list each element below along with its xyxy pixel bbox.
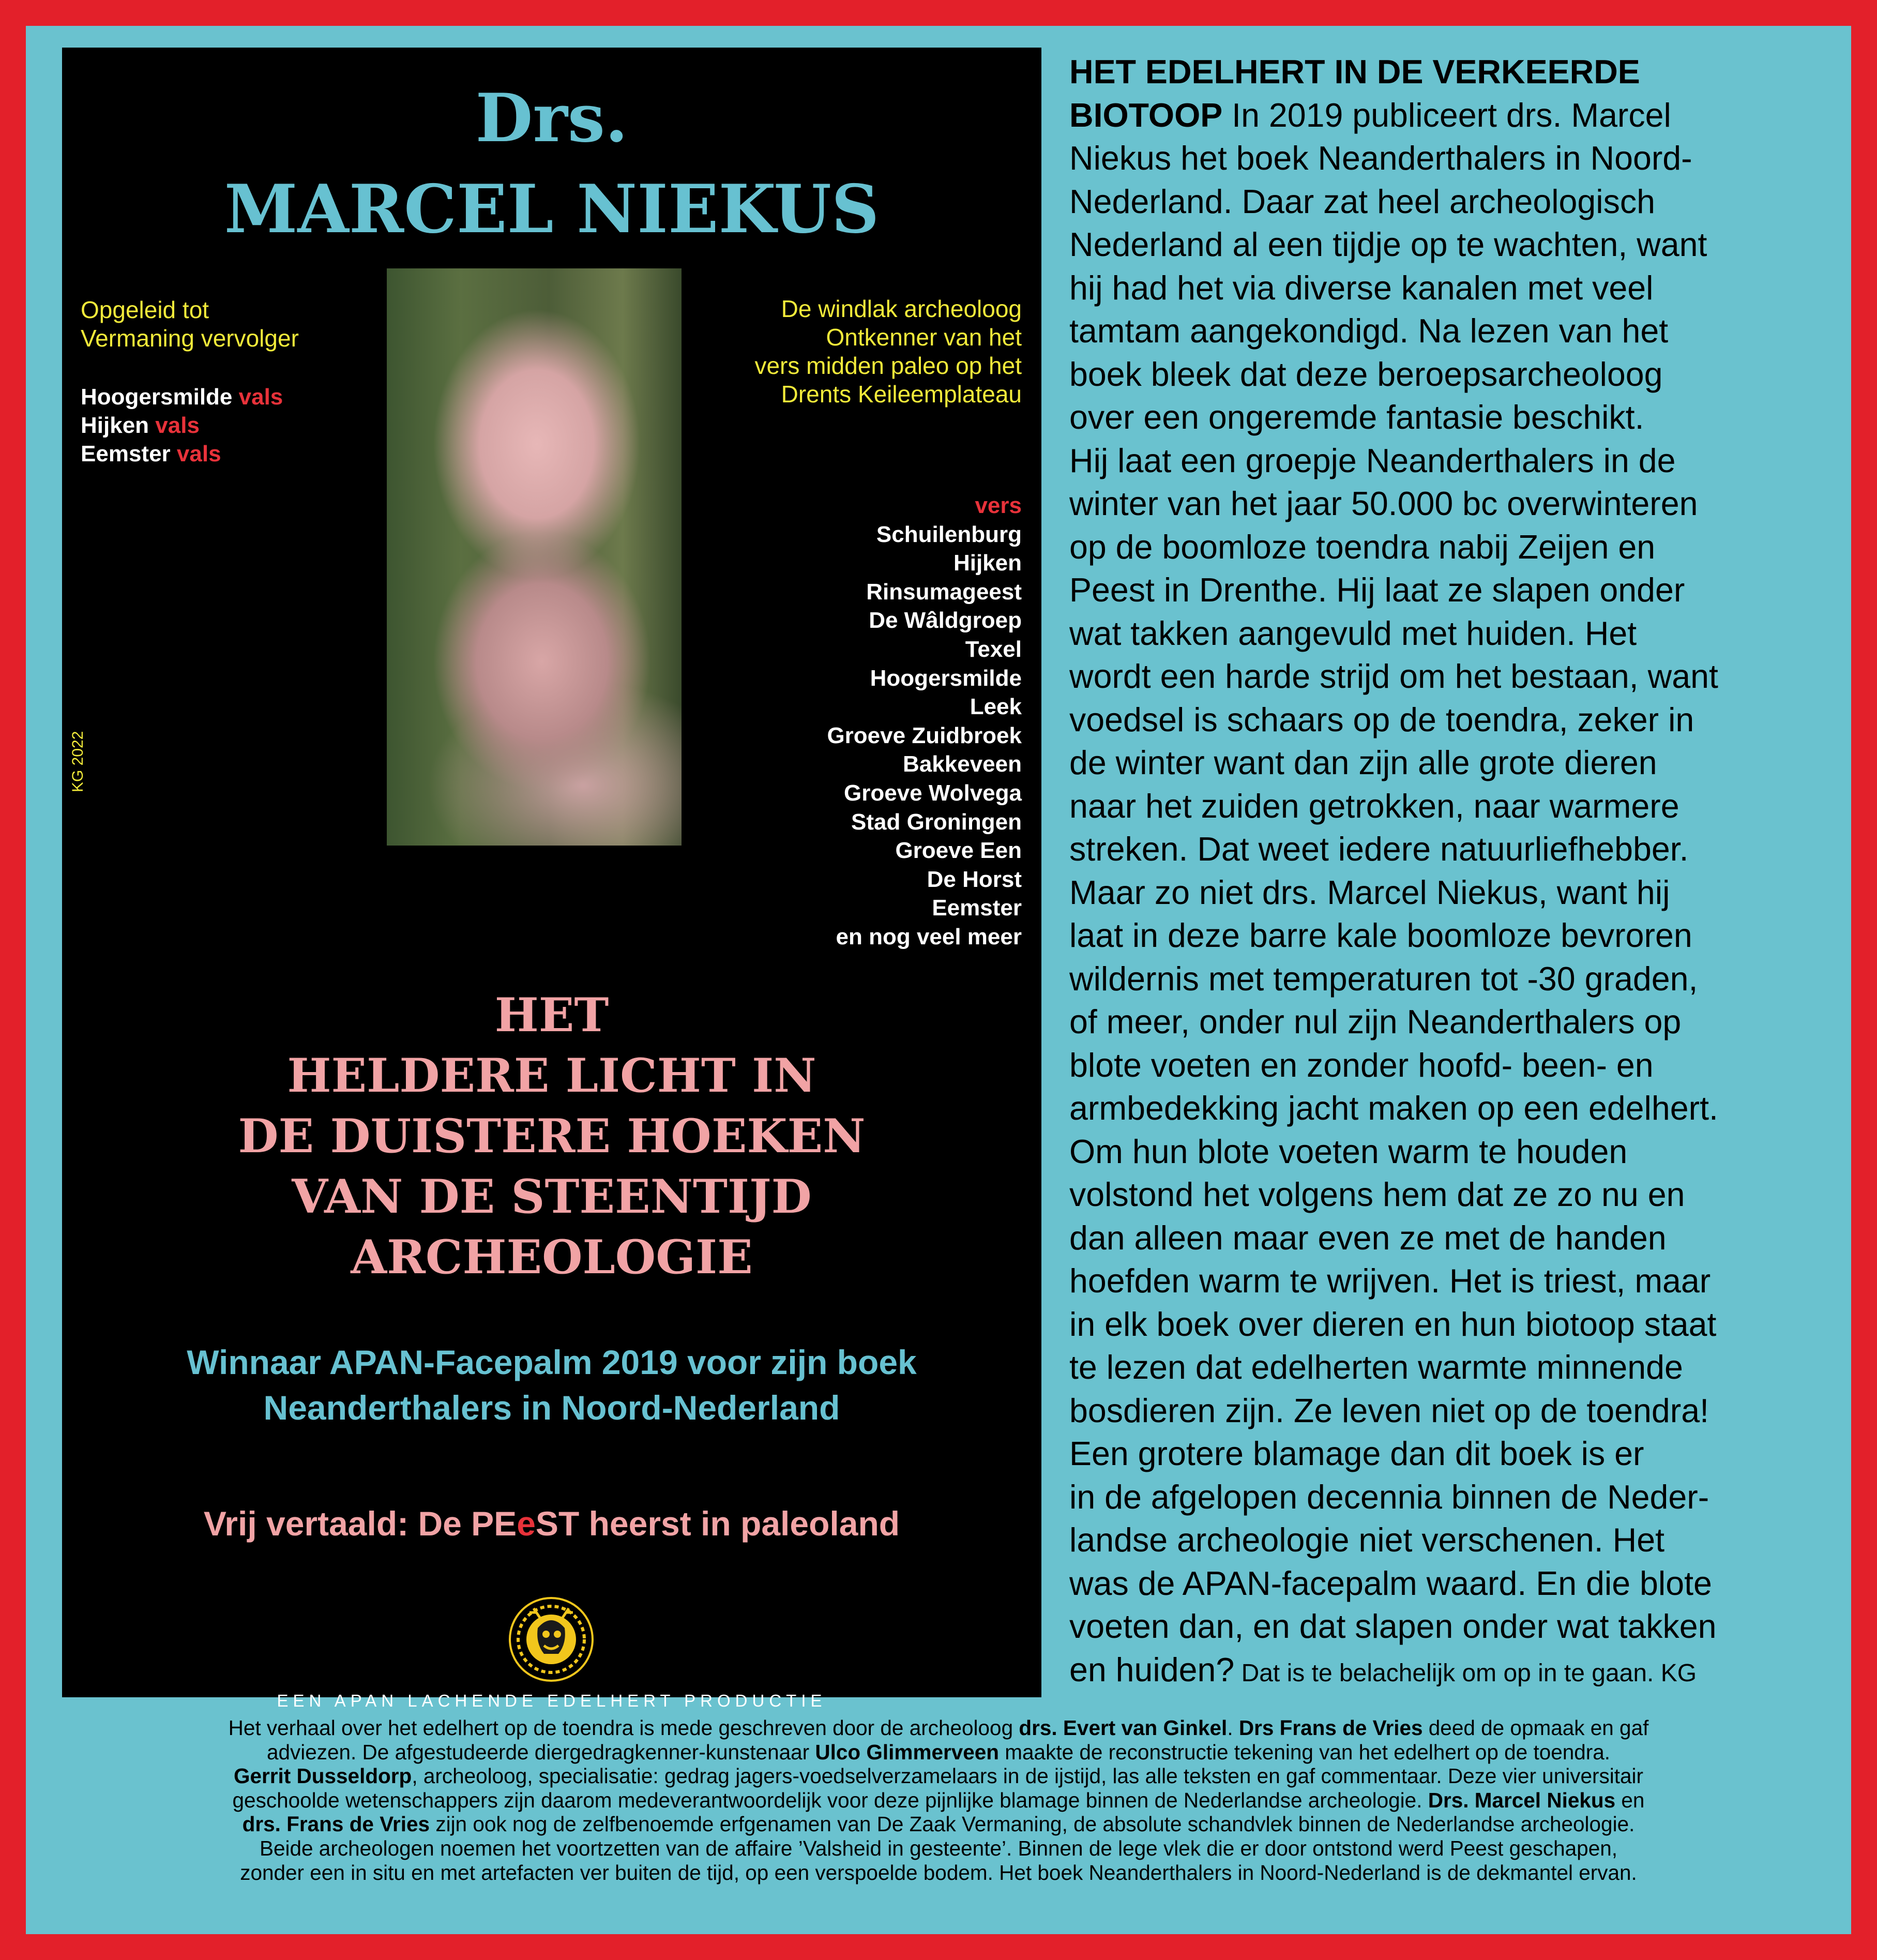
award-line: Neanderthalers in Noord-Nederland	[263, 1389, 840, 1427]
left-notes	[81, 296, 299, 468]
article-line: dan alleen maar even ze met de handen	[1069, 1219, 1667, 1257]
right-note-line: vers midden paleo op het	[754, 352, 1022, 379]
article-line-text: In 2019 publiceert drs. Marcel	[1222, 96, 1671, 134]
right-notes	[754, 295, 1022, 409]
article-line: Een grotere blamage dan dit boek is er	[1069, 1435, 1644, 1472]
article-line: streken. Dat weet iedere natuurliefhebber.	[1069, 831, 1689, 868]
footer-name: Gerrit Dusseldorp	[233, 1764, 412, 1788]
motto-highlight: e	[517, 1504, 536, 1543]
article-line: Hij laat een groepje Neanderthalers in de	[1069, 442, 1676, 479]
left-place-name: Hoogersmilde	[81, 384, 233, 410]
place-item: Hoogersmilde	[870, 665, 1022, 691]
footer-name: Ulco Glimmerveen	[815, 1740, 1000, 1764]
places-heading: vers	[975, 493, 1022, 518]
article-line: hoefden warm te wrijven. Het is triest, maar	[1069, 1262, 1711, 1300]
left-place-row	[81, 411, 299, 440]
article-line: op de boomloze toendra nabij Zeijen en	[1069, 528, 1656, 566]
place-item: Stad Groningen	[851, 809, 1022, 835]
left-place-row	[81, 383, 299, 411]
footer-text: , archeoloog, specialisatie: gedrag jagers-voedselverzamelaars in de ijstijd, las alle teksten en gaf commentaar. Deze vier universitair	[412, 1764, 1644, 1788]
poster-panel	[62, 48, 1041, 1710]
article-last-small: Dat is te belachelijk om op in te gaan. KG	[1234, 1659, 1697, 1687]
place-item: Groeve Zuidbroek	[827, 722, 1022, 748]
left-place-tag: vals	[176, 441, 221, 466]
headline-line: HELDERE LICHT IN	[287, 1048, 816, 1103]
footer-line: zonder een in situ en met artefacten ver buiten de tijd, op een verspoelde bodem. Het boek Neanderthalers in Noord-Nederland is de dekmantel ervan.	[240, 1860, 1637, 1884]
place-item: Groeve Een	[895, 838, 1022, 864]
footer-line	[26, 1740, 1851, 1765]
footer-text: deed de opmaak en gaf	[1422, 1716, 1649, 1740]
article-line: of meer, onder nul zijn Neanderthalers op	[1069, 1003, 1682, 1041]
apan-logo-icon	[509, 1597, 594, 1682]
footer-text: adviezen. De afgestudeerde diergedragkenner-kunstenaar	[266, 1740, 815, 1764]
place-item: Leek	[970, 694, 1022, 720]
footer-text: Het verhaal over het edelhert op de toendra is mede geschreven door de archeoloog	[228, 1716, 1019, 1740]
article-line: naar het zuiden getrokken, naar warmere	[1069, 787, 1679, 825]
article-line: Nederland al een tijdje op te wachten, want	[1069, 226, 1707, 263]
article-line: Niekus het boek Neanderthalers in Noord-	[1069, 140, 1692, 177]
page-frame	[26, 26, 1851, 1934]
article-line: bosdieren zijn. Ze leven niet op de toendra!	[1069, 1392, 1709, 1429]
headline-line: DE DUISTERE HOEKEN	[238, 1109, 866, 1164]
footer-line	[26, 1812, 1851, 1836]
article-line: voedsel is schaars op de toendra, zeker in	[1069, 701, 1694, 738]
award-line: Winnaar APAN-Facepalm 2019 voor zijn boek	[187, 1343, 917, 1381]
headline-line: HET	[494, 988, 609, 1043]
article-line: armbedekking jacht maken op een edelhert.	[1069, 1090, 1718, 1127]
left-place-row	[81, 440, 299, 468]
article-line	[1069, 94, 1844, 138]
place-item: Schuilenburg	[876, 521, 1022, 547]
portrait-photo	[387, 268, 682, 846]
place-item: Rinsumageest	[866, 579, 1022, 605]
poster-title-honorific: Drs.	[475, 80, 628, 157]
footer-text: geschoolde wetenschappers zijn daarom medeverantwoordelijk voor deze pijnlijke blamage binnen de Nederlandse archeologie.	[232, 1788, 1428, 1812]
footer-name: Drs Frans de Vries	[1238, 1716, 1423, 1740]
article-line: boek bleek dat deze beroepsarcheoloog	[1069, 355, 1663, 393]
right-note-line: Drents Keileemplateau	[781, 381, 1022, 408]
article-line: voeten dan, en dat slapen onder wat takken	[1069, 1608, 1717, 1645]
place-item: en nog veel meer	[836, 924, 1022, 949]
footer-line	[26, 1788, 1851, 1813]
poster-title-name: MARCEL NIEKUS	[224, 171, 880, 248]
footer-credits	[26, 1716, 1851, 1884]
place-item: Bakkeveen	[903, 751, 1022, 777]
article-line: wordt een harde strijd om het bestaan, want	[1069, 658, 1718, 695]
article-last-main: en huiden?	[1069, 1651, 1235, 1688]
footer-name: drs. Evert van Ginkel	[1019, 1716, 1228, 1740]
headline-line: ARCHEOLOGIE	[351, 1230, 753, 1285]
article-body	[1069, 51, 1844, 1695]
place-item: Groeve Wolvega	[844, 780, 1022, 806]
place-item: Hijken	[953, 550, 1022, 576]
motto-text	[62, 1504, 1041, 1543]
article-line: in de afgelopen decennia binnen de Neder-	[1069, 1478, 1709, 1516]
footer-text: maakte de reconstructie tekening van het edelhert op de toendra.	[999, 1740, 1611, 1764]
motto-prefix: Vrij vertaald: De PE	[203, 1504, 517, 1543]
article-lines	[1069, 137, 1844, 1649]
award-text	[62, 1339, 1041, 1430]
footer-text: en	[1615, 1788, 1645, 1812]
article-line: te lezen dat edelherten warmte minnende	[1069, 1349, 1683, 1386]
article-line: Peest in Drenthe. Hij laat ze slapen onder	[1069, 571, 1685, 609]
motto-suffix: ST heerst in paleoland	[535, 1504, 900, 1543]
article-line: blote voeten en zonder hoofd- been- en	[1069, 1046, 1654, 1084]
article-heading: HET EDELHERT IN DE VERKEERDE	[1069, 53, 1640, 91]
left-place-tag: vals	[155, 413, 200, 438]
right-note-line: Ontkenner van het	[826, 324, 1022, 351]
article-line: hij had het via diverse kanalen met veel	[1069, 269, 1654, 307]
left-place-tag: vals	[238, 384, 283, 410]
article-line: over een ongeremde fantasie beschikt.	[1069, 399, 1644, 436]
footer-line	[26, 1716, 1851, 1740]
article-line: in elk boek over dieren en hun biotoop staat	[1069, 1305, 1717, 1343]
article-line: was de APAN-facepalm waard. En die blote	[1069, 1564, 1712, 1602]
article-line: de winter want dan zijn alle grote dieren	[1069, 744, 1657, 781]
headline-line: VAN DE STEENTIJD	[292, 1169, 812, 1224]
footer-text: .	[1227, 1716, 1239, 1740]
article-line: landse archeologie niet verschenen. Het	[1069, 1521, 1664, 1559]
article-heading-end: BIOTOOP	[1069, 96, 1223, 134]
footer-name: Drs. Marcel Niekus	[1428, 1788, 1616, 1812]
article-line: tamtam aangekondigd. Na lezen van het	[1069, 312, 1669, 350]
article-line: Om hun blote voeten warm te houden	[1069, 1133, 1628, 1170]
article-line: wat takken aangevuld met huiden. Het	[1069, 614, 1637, 652]
footer-line	[26, 1764, 1851, 1788]
left-place-name: Eemster	[81, 441, 171, 466]
left-note-line: Opgeleid tot	[81, 296, 209, 323]
article-line: Maar zo niet drs. Marcel Niekus, want hij	[1069, 873, 1670, 911]
left-note-line: Vermaning vervolger	[81, 325, 299, 352]
article-last-line	[1069, 1649, 1844, 1695]
poster-headline	[62, 985, 1041, 1288]
article-line: winter van het jaar 50.000 bc overwinteren	[1069, 485, 1698, 522]
place-item: De Horst	[927, 866, 1022, 892]
footer-line: Beide archeologen noemen het voortzetten van de affaire ’Valsheid in gesteente’. Binnen de lege vlek die er door ontstond werd Peest geschapen,	[259, 1836, 1618, 1860]
right-note-line: De windlak archeoloog	[781, 295, 1022, 322]
article-line: volstond het volgens hem dat ze zo nu en	[1069, 1176, 1685, 1213]
place-item: Eemster	[932, 895, 1022, 921]
left-place-name: Hijken	[81, 413, 149, 438]
article-line: Nederland. Daar zat heel archeologisch	[1069, 183, 1656, 220]
place-item: De Wâldgroep	[869, 608, 1022, 634]
side-credit: KG 2022	[69, 731, 86, 792]
place-item: Texel	[965, 636, 1022, 662]
producer-credit: EEN APAN LACHENDE EDELHERT PRODUCTIE	[277, 1691, 827, 1710]
footer-text: zijn ook nog de zelfbenoemde erfgenamen van De Zaak Vermaning, de absolute schandvlek binnen de Nederlandse archeologie.	[430, 1812, 1635, 1836]
places-list	[827, 491, 1022, 952]
article-line: laat in deze barre kale boomloze bevroren	[1069, 917, 1692, 954]
article-line: wildernis met temperaturen tot -30 graden,	[1069, 960, 1698, 998]
footer-name: drs. Frans de Vries	[242, 1812, 430, 1836]
